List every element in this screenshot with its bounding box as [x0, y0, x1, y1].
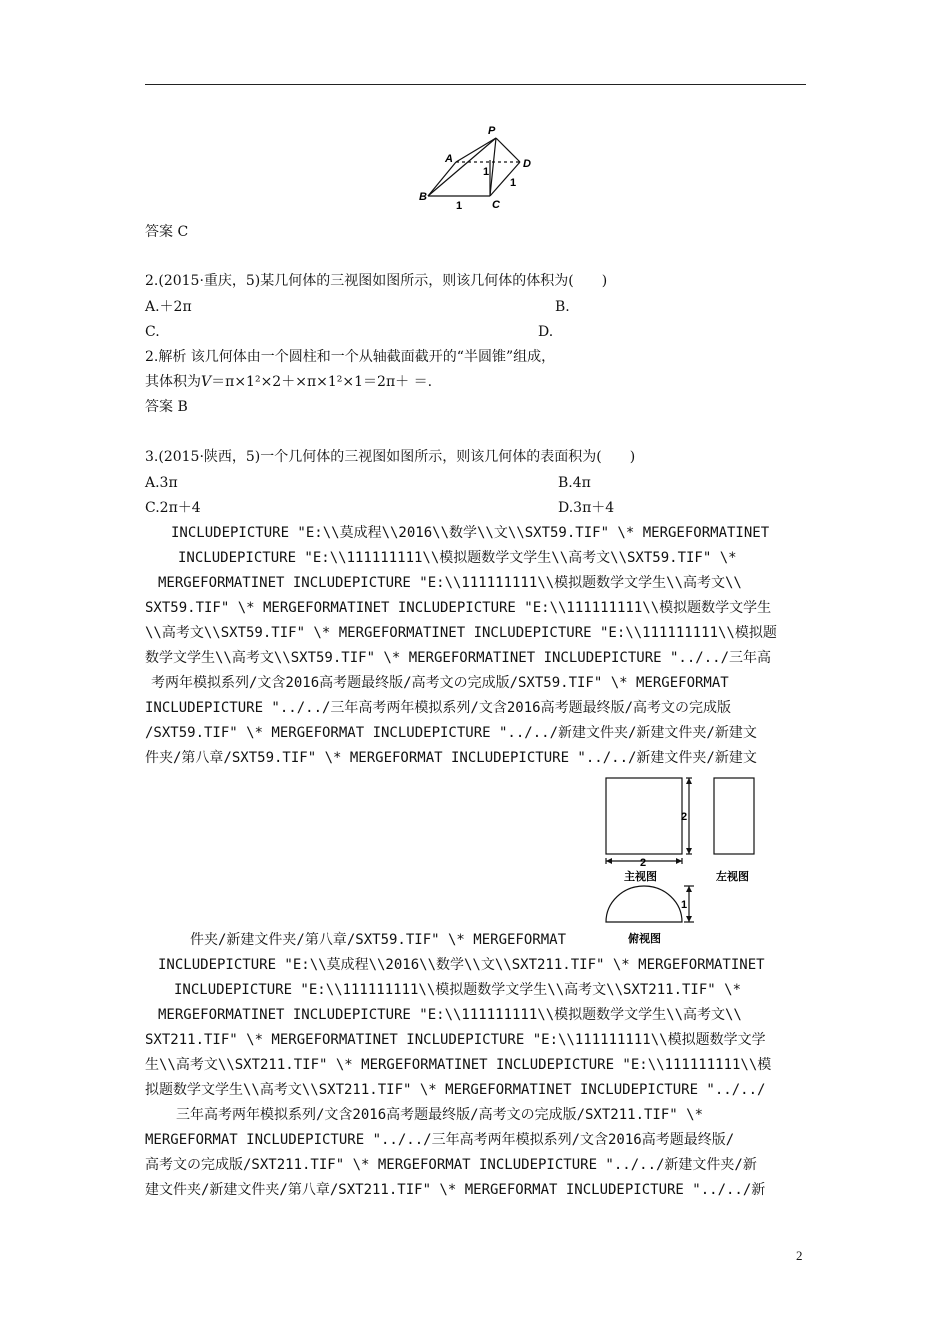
page-number: 2	[796, 1248, 803, 1263]
field-line: MERGEFORMAT INCLUDEPICTURE "../../三年高考两年模拟系列/文含2016高考题最终版/	[145, 1132, 735, 1148]
field-line: INCLUDEPICTURE "E:\\莫成程\\2016\\数学\\文\\SXT211.TIF" \* MERGEFORMATINET	[158, 957, 765, 973]
q3-option-d: D.3π＋4	[558, 500, 615, 516]
q2-option-d: D.	[538, 324, 554, 340]
field-line: MERGEFORMATINET INCLUDEPICTURE "E:\\111111111\\模拟题数学文学生\\高考文\\	[158, 1007, 742, 1023]
answer-1: 答案 C	[145, 224, 189, 240]
label-d: D	[523, 158, 531, 170]
q2-stem: 2.(2015·重庆，5)某几何体的三视图如图所示，则该几何体的体积为( )	[145, 273, 608, 289]
field-line: /SXT59.TIF" \* MERGEFORMAT INCLUDEPICTURE "../../新建文件夹/新建文件夹/新建文	[145, 725, 757, 741]
field-line: 生\\高考文\\SXT211.TIF" \* MERGEFORMATINET INCLUDEPICTURE "E:\\111111111\\模	[145, 1057, 772, 1073]
dim-height-label: 2	[681, 811, 688, 823]
q2-analysis-line2: 其体积为V＝π×1²×2＋×π×1²×1＝2π＋ ＝.	[145, 374, 433, 390]
field-line: 件夹/第八章/SXT59.TIF" \* MERGEFORMAT INCLUDEPICTURE "../../新建文件夹/新建文	[145, 750, 757, 766]
label-p: P	[488, 125, 496, 137]
field-line: SXT211.TIF" \* MERGEFORMATINET INCLUDEPICTURE "E:\\111111111\\模拟题数学文学	[145, 1032, 766, 1048]
front-view-caption: 主视图	[624, 871, 657, 883]
pyramid-figure	[414, 120, 544, 212]
dim-width-label: 2	[640, 857, 647, 869]
three-view-figure	[598, 772, 768, 950]
field-line: INCLUDEPICTURE "E:\\111111111\\模拟题数学文学生\\高考文\\SXT59.TIF" \*	[178, 550, 737, 566]
q2-answer: 答案 B	[145, 399, 188, 415]
label-a: A	[445, 153, 453, 165]
field-line: 高考文の完成版/SXT211.TIF" \* MERGEFORMAT INCLUDEPICTURE "../../新建文件夹/新	[145, 1157, 757, 1173]
label-one-base: 1	[456, 200, 463, 212]
field-line: 件夹/新建文件夹/第八章/SXT59.TIF" \* MERGEFORMAT	[190, 932, 567, 948]
dim-radius-label: 1	[681, 899, 688, 911]
field-line: 拟题数学文学生\\高考文\\SXT211.TIF" \* MERGEFORMATINET INCLUDEPICTURE "../../	[145, 1082, 766, 1098]
top-view-caption: 俯视图	[628, 933, 661, 945]
field-line: 建文件夹/新建文件夹/第八章/SXT211.TIF" \* MERGEFORMAT INCLUDEPICTURE "../../新	[145, 1182, 766, 1198]
q3-option-c: C.2π＋4	[145, 500, 201, 516]
field-line: INCLUDEPICTURE "E:\\莫成程\\2016\\数学\\文\\SXT59.TIF" \* MERGEFORMATINET	[171, 525, 770, 541]
label-one-side: 1	[510, 177, 517, 189]
field-line: SXT59.TIF" \* MERGEFORMATINET INCLUDEPICTURE "E:\\111111111\\模拟题数学文学生	[145, 600, 772, 616]
q3-stem: 3.(2015·陕西，5)一个几何体的三视图如图所示，则该几何体的表面积为( )	[145, 449, 636, 465]
label-c: C	[492, 199, 500, 211]
q2-option-b: B.	[555, 299, 570, 315]
q2-option-a: A.＋2π	[145, 299, 192, 315]
q3-option-b: B.4π	[558, 475, 591, 491]
field-line: MERGEFORMATINET INCLUDEPICTURE "E:\\111111111\\模拟题数学文学生\\高考文\\	[158, 575, 742, 591]
q3-option-a: A.3π	[145, 475, 178, 491]
q2-analysis-line1: 2.解析 该几何体由一个圆柱和一个从轴截面截开的“半圆锥”组成，	[145, 349, 556, 365]
field-line: INCLUDEPICTURE "../../三年高考两年模拟系列/文含2016高考题最终版/高考文の完成版	[145, 700, 732, 716]
field-line: 三年高考两年模拟系列/文含2016高考题最终版/高考文の完成版/SXT211.TIF" \*	[176, 1107, 704, 1123]
field-line: 考两年模拟系列/文含2016高考题最终版/高考文の完成版/SXT59.TIF" \* MERGEFORMAT	[151, 675, 729, 691]
q2-option-c: C.	[145, 324, 160, 340]
header-rule	[145, 84, 806, 85]
field-line: \\高考文\\SXT59.TIF" \* MERGEFORMATINET INCLUDEPICTURE "E:\\111111111\\模拟题	[145, 625, 777, 641]
label-one-height: 1	[483, 166, 490, 178]
field-line: INCLUDEPICTURE "E:\\111111111\\模拟题数学文学生\\高考文\\SXT211.TIF" \*	[174, 982, 742, 998]
left-view-caption: 左视图	[716, 871, 749, 883]
label-b: B	[419, 191, 427, 203]
field-line: 数学文学生\\高考文\\SXT59.TIF" \* MERGEFORMATINET INCLUDEPICTURE "../../三年高	[145, 650, 772, 666]
